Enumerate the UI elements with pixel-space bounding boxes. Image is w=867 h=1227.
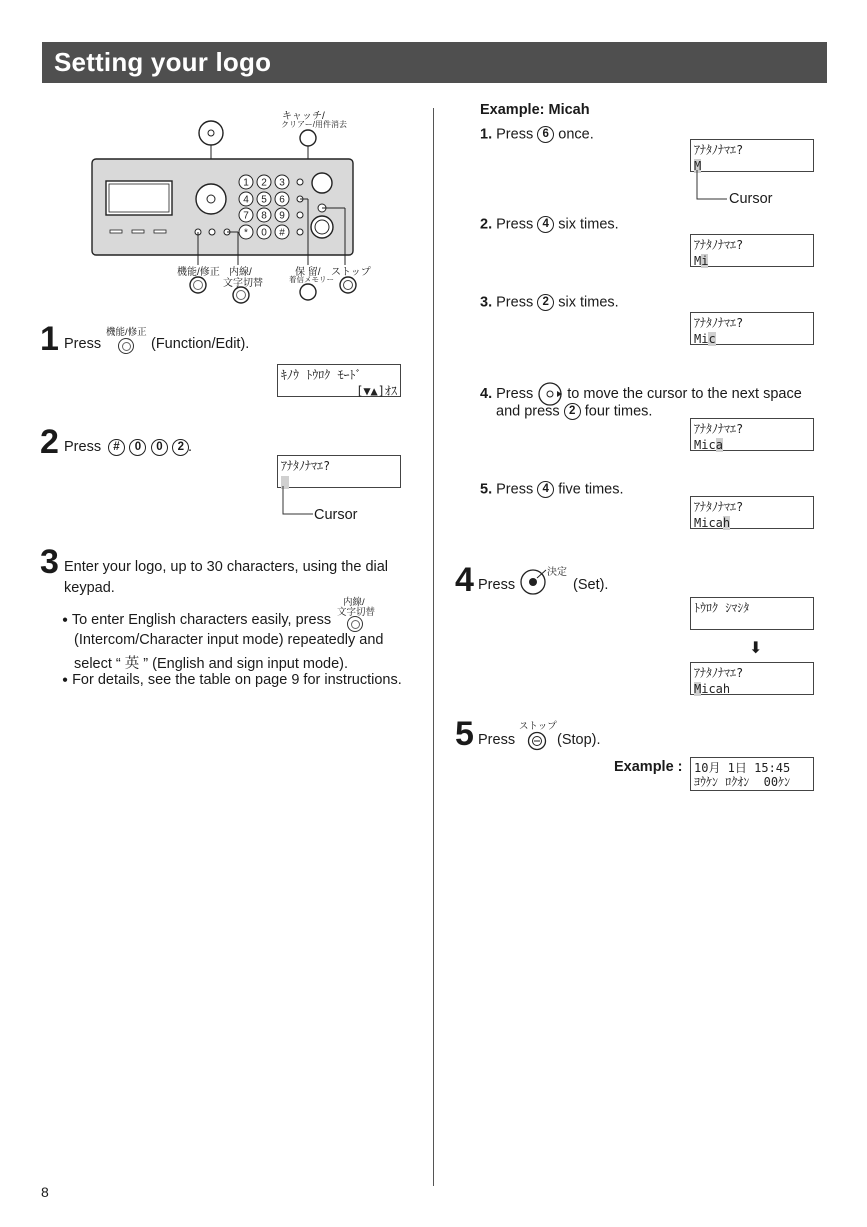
svg-text:2: 2 [261,177,267,189]
step-3-key-label-2: 文字切替 [337,607,376,618]
svg-text:8: 8 [261,210,267,222]
two-key-icon: 2 [564,403,581,420]
step-5-lcd: 10月 1日 15:45 ﾖｳｹﾝ ﾛｸｵﾝ 00ｹﾝ [690,757,814,791]
step-5-number: 5 [455,715,474,753]
sub-4-lcd: ｱﾅﾀﾉﾅﾏｴ? Mica [690,418,814,451]
sub-4-text: 4. Press to move the cursor to the next space [480,381,802,407]
sub-1-cursor-leader-line [696,170,728,202]
down-arrow-icon: ⬇ [749,640,763,657]
bullet-1: ● To enter English characters easily, press [62,612,332,628]
bullet-1-line3: select “ 英 ” (English and sign input mode). [74,656,349,672]
step-1-key-label: 機能/修正 [106,327,147,338]
device-illustration [88,105,388,305]
hold-label: 保 留/ [295,267,321,278]
sub-3-lcd: ｱﾅﾀﾉﾅﾏｴ? Mic [690,312,814,345]
title-bar [42,42,827,83]
step-4-number: 4 [455,561,474,599]
step-4-lcd-2: ｱﾅﾀﾉﾅﾏｴ? Micah [690,662,814,695]
step-4-desc: (Set). [573,577,609,593]
six-key-icon: 6 [537,126,554,143]
zero-key-icon: 0 [129,439,146,456]
step-3-text-line2: keypad. [64,580,115,596]
svg-text:6: 6 [279,194,285,206]
step-4-key-label: 決定 [547,567,567,578]
step-3-text-line1: Enter your logo, up to 30 characters, using the dial [64,559,389,575]
sub-2-text: 2. Press 4 six times. [480,216,619,233]
step-2-period: . [188,439,193,455]
sub-5-lcd: ｱﾅﾀﾉﾅﾏｴ? Micah [690,496,814,529]
catch-label: キャッチ/ [282,111,325,122]
step-3-key-label-1: 内線/ [343,597,365,608]
cursor-leader-line [282,486,314,516]
step-4-lcd-1: ﾄｳﾛｸ ｼﾏｼﾀ [690,597,814,630]
bullet-icon: ● [62,674,69,686]
svg-text:#: # [279,227,285,239]
four-key-icon: 4 [537,481,554,498]
step-1-number: 1 [40,320,59,358]
svg-text:0: 0 [261,227,267,239]
hold-sub-label: 着信メモリー [289,275,334,284]
sub-2-lcd: ｱﾅﾀﾉﾅﾏｴ? Mi [690,234,814,267]
svg-text:7: 7 [243,210,249,222]
sub-5-text: 5. Press 4 five times. [480,481,624,498]
svg-text:4: 4 [243,194,249,206]
sub-4-line2: and press 2 four times. [496,403,653,420]
svg-text:5: 5 [261,194,267,206]
page-title: Setting your logo [54,47,272,77]
column-divider [433,108,434,1186]
step-1-press: Press [64,336,102,352]
function-label: 機能/修正 [177,267,220,278]
set-key-icon [518,567,548,597]
bullet-1-line2: (Intercom/Character input mode) repeatedly and [74,632,384,648]
stop-label: ストップ [331,267,371,278]
step-2-cursor-label: Cursor [314,507,358,523]
catch-sub-label: クリアー/用件消去 [281,120,347,129]
svg-text:1: 1 [243,177,249,189]
four-key-icon: 4 [537,216,554,233]
intercom-sub-label: 文字切替 [223,278,263,289]
sub-1-lcd: ｱﾅﾀﾉﾅﾏｴ? M [690,139,814,172]
step-2-number: 2 [40,423,59,461]
hash-key-icon: # [108,439,125,456]
function-button-icon [118,338,134,354]
step-2-keys [108,439,189,457]
sub-1-cursor-label: Cursor [729,191,773,207]
step-4-press: Press [478,577,516,593]
svg-text:*: * [244,227,248,239]
step-5-example-label: Example : [614,759,683,775]
step-5-key-label: ストップ [519,721,557,732]
step-1-lcd: ｷﾉｳ ﾄｳﾛｸ ﾓｰﾄﾞ [▼▲]ｵｽ [277,364,401,397]
intercom-button-icon [347,616,363,632]
svg-text:3: 3 [279,177,285,189]
bullet-2: ● For details, see the table on page 9 for instructions. [62,672,402,688]
example-title: Example: Micah [480,102,590,118]
page-number: 8 [41,1184,49,1200]
sub-1-text: 1. Press 6 once. [480,126,594,143]
step-5-desc: (Stop). [557,732,601,748]
step-2-press: Press [64,439,102,455]
step-1-desc: (Function/Edit). [151,336,250,352]
bullet-icon: ● [62,614,69,626]
svg-text:9: 9 [279,210,285,222]
step-5-press: Press [478,732,516,748]
stop-key-icon [527,731,547,751]
two-key-icon: 2 [537,294,554,311]
step-2-lcd: ｱﾅﾀﾉﾅﾏｴ? [277,455,401,488]
two-key-icon: 2 [172,439,189,456]
sub-3-text: 3. Press 2 six times. [480,294,619,311]
zero-key-icon: 0 [151,439,168,456]
step-3-number: 3 [40,543,59,581]
intercom-label: 内線/ [229,267,252,278]
